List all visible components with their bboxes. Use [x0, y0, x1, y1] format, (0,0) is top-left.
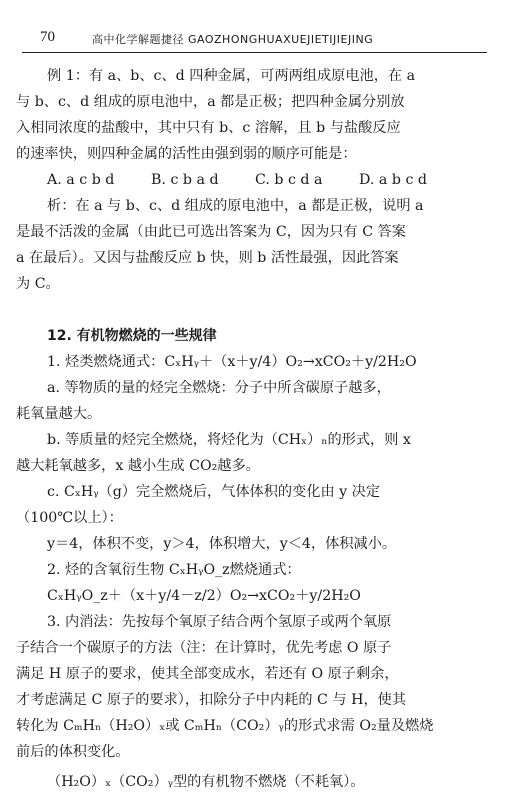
page-header [0, 29, 505, 49]
text-line: 3. 内消法：先按每个氧原子结合两个氢原子或两个氧原 [47, 614, 392, 630]
section-heading: 12. 有机物燃烧的一些规律 [47, 328, 217, 344]
text-line: 才考虑满足 C 原子的要求），扣除分子中内耗的 C 与 H，使其 [16, 692, 407, 708]
text-line: y＝4，体积不变，y＞4，体积增大，y＜4，体积减小。 [47, 536, 397, 552]
page-number: 70 [40, 29, 55, 45]
option-d: D. a b c d [359, 172, 427, 188]
text-line: 前后的体积变化。 [16, 744, 130, 760]
text-line: 为 C。 [16, 276, 60, 292]
text-line: （100℃以上）： [16, 510, 123, 526]
text-line: 的速率快，则四种金属的活性由强到弱的顺序可能是： [16, 146, 357, 162]
text-line: 耗氧量越大。 [16, 406, 102, 422]
text-line: 是最不活泼的金属（由此已可选出答案为 C，因为只有 C 答案 [16, 224, 406, 240]
text-line: c. CₓHᵧ（g）完全燃烧后，气体体积的变化由 y 决定 [47, 484, 381, 500]
text-line: b. 等质量的烃完全燃烧，将烃化为（CHₓ）ₙ的形式，则 x [47, 432, 411, 448]
option-a: A. a c b d [47, 172, 115, 188]
text-line: 例 1：有 a、b、c、d 四种金属，可两两组成原电池，在 a [47, 68, 416, 84]
text-line: 越大耗氧越多，x 越小生成 CO₂越多。 [16, 458, 260, 474]
text-line: 子结合一个碳原子的方法（注：在计算时，优先考虑 O 原子 [16, 640, 392, 656]
text-line: CₓHᵧO_z＋（x＋y/4－z/2）O₂→xCO₂＋y/2H₂O [47, 588, 361, 604]
text-line: 与 b、c、d 组成的原电池中，a 都是正极；把四种金属分别放 [16, 94, 405, 110]
text-line: 满足 H 原子的要求，使其全部变成水，若还有 O 原子剩余， [16, 666, 399, 682]
option-b: B. c b a d [151, 172, 219, 188]
text-line: 1. 烃类燃烧通式：CₓHᵧ＋（x＋y/4）O₂→xCO₂＋y/2H₂O [47, 354, 417, 370]
option-c: C. b c d a [255, 172, 323, 188]
text-line: a 在最后）。又因与盐酸反应 b 快，则 b 活性最强，因此答案 [16, 250, 399, 266]
answer-options [47, 168, 505, 192]
text-line: a. 等物质的量的烃完全燃烧：分子中所含碳原子越多， [47, 380, 391, 396]
running-title: 高中化学解题捷径 GAOZHONGHUAXUEJIETIJIEJING [92, 33, 374, 46]
text-line: 转化为 CₘHₙ（H₂O）ₓ或 CₘHₙ（CO₂）ᵧ的形式求需 O₂量及燃烧 [16, 718, 434, 734]
text-line: 入相同浓度的盐酸中，其中只有 b、c 溶解，且 b 与盐酸反应 [16, 120, 401, 136]
text-line: （H₂O）ₓ（CO₂）ᵧ型的有机物不燃烧（不耗氧）。 [47, 774, 365, 790]
text-line: 析：在 a 与 b、c、d 组成的原电池中，a 都是正极，说明 a [47, 198, 424, 214]
header-rule [22, 52, 487, 53]
text-line: 2. 烃的含氧衍生物 CₓHᵧO_z燃烧通式： [47, 562, 301, 578]
